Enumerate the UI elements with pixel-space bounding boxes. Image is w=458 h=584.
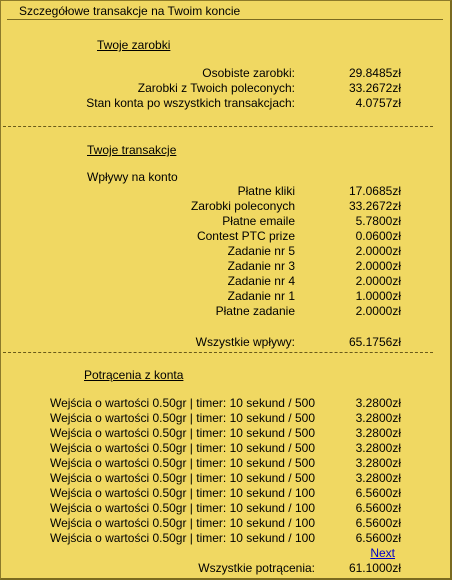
row-value: 3.2800zł: [355, 396, 401, 410]
table-row: [1, 96, 453, 111]
panel-title: Szczegółowe transakcje na Twoim koncie: [7, 3, 443, 20]
row-value: 3.2800zł: [355, 456, 401, 470]
table-row: [1, 531, 453, 546]
row-label: Wejścia o wartości 0.50gr | timer: 10 sekund / 500: [49, 456, 315, 470]
row-label: Zadanie nr 4: [227, 274, 295, 288]
table-row: [1, 426, 453, 441]
row-label: Wejścia o wartości 0.50gr | timer: 10 sekund / 500: [49, 396, 315, 410]
row-value: 0.0600zł: [355, 229, 401, 243]
row-value: 4.0757zł: [355, 96, 401, 110]
row-label: Wejścia o wartości 0.50gr | timer: 10 sekund / 500: [49, 441, 315, 455]
deductions-total-row: [1, 561, 453, 576]
table-row: [1, 441, 453, 456]
row-label: Wejścia o wartości 0.50gr | timer: 10 sekund / 100: [49, 516, 315, 530]
row-label: Płatne emaile: [222, 214, 295, 228]
table-row: [1, 396, 453, 411]
row-label: Zadanie nr 3: [227, 259, 295, 273]
table-row: [1, 486, 453, 501]
row-label: Zarobki z Twoich poleconych:: [137, 81, 295, 95]
table-row: [1, 244, 453, 259]
row-value: 2.0000zł: [355, 244, 401, 258]
row-label: Wejścia o wartości 0.50gr | timer: 10 sekund / 500: [49, 471, 315, 485]
table-row: [1, 456, 453, 471]
row-label: Wejścia o wartości 0.50gr | timer: 10 sekund / 100: [49, 501, 315, 515]
table-row: [1, 501, 453, 516]
transactions-heading: Twoje transakcje: [87, 143, 177, 157]
row-label: Płatne zadanie: [215, 304, 295, 318]
row-value: 17.0685zł: [348, 184, 401, 198]
row-value: 3.2800zł: [355, 426, 401, 440]
next-link[interactable]: Next: [370, 546, 395, 560]
earnings-heading: Twoje zarobki: [97, 38, 171, 52]
row-value: 2.0000zł: [355, 304, 401, 318]
table-row: [1, 304, 453, 319]
table-row: [1, 229, 453, 244]
income-total-label: Wszystkie wpływy:: [195, 335, 295, 349]
row-value: 6.5600zł: [355, 531, 401, 545]
row-value: 6.5600zł: [355, 516, 401, 530]
row-value: 6.5600zł: [355, 486, 401, 500]
table-row: [1, 184, 453, 199]
row-value: 5.7800zł: [355, 214, 401, 228]
table-row: [1, 516, 453, 531]
row-label: Wejścia o wartości 0.50gr | timer: 10 sekund / 100: [49, 486, 315, 500]
table-row: [1, 411, 453, 426]
table-row: [1, 66, 453, 81]
income-label: Wpływy na konto: [87, 170, 178, 184]
table-row: [1, 214, 453, 229]
row-value: 33.2672zł: [348, 81, 401, 95]
table-row: [1, 471, 453, 486]
row-value: 3.2800zł: [355, 411, 401, 425]
row-value: 1.0000zł: [355, 289, 401, 303]
table-row: [1, 81, 453, 96]
row-label: Osobiste zarobki:: [202, 66, 295, 80]
deductions-heading: Potrącenia z konta: [84, 368, 184, 382]
row-value: 6.5600zł: [355, 501, 401, 515]
row-label: Zadanie nr 1: [227, 289, 295, 303]
row-label: Contest PTC prize: [196, 229, 295, 243]
row-label: Stan konta po wszystkich transakcjach:: [86, 96, 295, 110]
row-label: Zadanie nr 5: [227, 244, 295, 258]
section-divider: [3, 126, 433, 127]
income-total-value: 65.1756zł: [348, 335, 401, 349]
table-row: [1, 274, 453, 289]
deductions-total-value: 61.1000zł: [348, 561, 401, 575]
row-label: Wejścia o wartości 0.50gr | timer: 10 sekund / 500: [49, 411, 315, 425]
row-label: Wejścia o wartości 0.50gr | timer: 10 sekund / 100: [49, 531, 315, 545]
row-label: Płatne kliki: [237, 184, 295, 198]
row-value: 33.2672zł: [348, 199, 401, 213]
window-edge: [452, 0, 458, 584]
row-value: 2.0000zł: [355, 259, 401, 273]
row-value: 3.2800zł: [355, 471, 401, 485]
deductions-total-label: Wszystkie potrącenia:: [198, 561, 315, 575]
row-label: Zarobki poleconych: [190, 199, 295, 213]
income-total-row: [1, 335, 453, 350]
row-value: 2.0000zł: [355, 274, 401, 288]
row-value: 29.8485zł: [348, 66, 401, 80]
table-row: [1, 259, 453, 274]
row-value: 3.2800zł: [355, 441, 401, 455]
row-label: Wejścia o wartości 0.50gr | timer: 10 sekund / 500: [49, 426, 315, 440]
table-row: [1, 199, 453, 214]
section-divider: [3, 352, 433, 353]
table-row: [1, 289, 453, 304]
